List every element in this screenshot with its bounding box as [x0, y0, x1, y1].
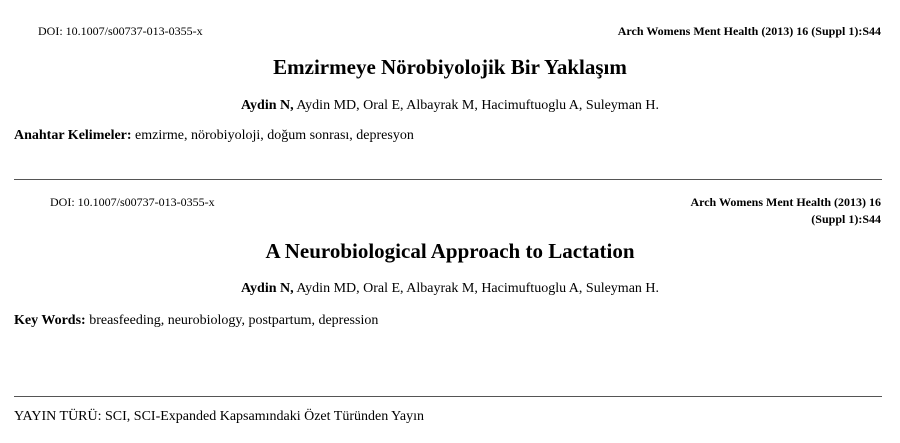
turkish-keywords-list: emzirme, nörobiyoloji, doğum sonrası, depresyon: [131, 128, 414, 143]
divider-bottom: [14, 396, 882, 397]
english-doi: DOI: 10.1007/s00737-013-0355-x: [50, 195, 215, 209]
turkish-journal-citation: Arch Womens Ment Health (2013) 16 (Suppl 1):S44: [617, 24, 881, 38]
english-journal-line1: Arch Womens Ment Health (2013) 16: [690, 195, 881, 209]
english-journal-line2: (Suppl 1):S44: [811, 212, 881, 226]
turkish-other-authors: Aydin MD, Oral E, Albayrak M, Hacimuftuoglu A, Suleyman H.: [293, 98, 660, 113]
publication-type: YAYIN TÜRÜ: SCI, SCI-Expanded Kapsamındaki Özet Türünden Yayın: [14, 409, 424, 424]
turkish-title: Emzirmeye Nörobiyolojik Bir Yaklaşım: [273, 55, 627, 79]
turkish-first-author: Aydin N,: [240, 98, 294, 113]
english-keywords: [14, 313, 378, 329]
english-authors: [0, 281, 900, 297]
english-keywords-label: Key Words:: [14, 313, 86, 328]
turkish-doi: DOI: 10.1007/s00737-013-0355-x: [38, 24, 203, 38]
turkish-keywords: [14, 128, 414, 144]
turkish-keywords-label: Anahtar Kelimeler:: [14, 128, 132, 143]
english-first-author: Aydin N,: [240, 281, 294, 296]
turkish-authors: [0, 98, 900, 114]
english-keywords-list: breasfeeding, neurobiology, postpartum, depression: [85, 313, 379, 328]
english-title: A Neurobiological Approach to Lactation: [265, 239, 635, 263]
english-journal-citation: [690, 195, 881, 227]
divider-top: [14, 179, 882, 180]
english-other-authors: Aydin MD, Oral E, Albayrak M, Hacimuftuoglu A, Suleyman H.: [293, 281, 660, 296]
